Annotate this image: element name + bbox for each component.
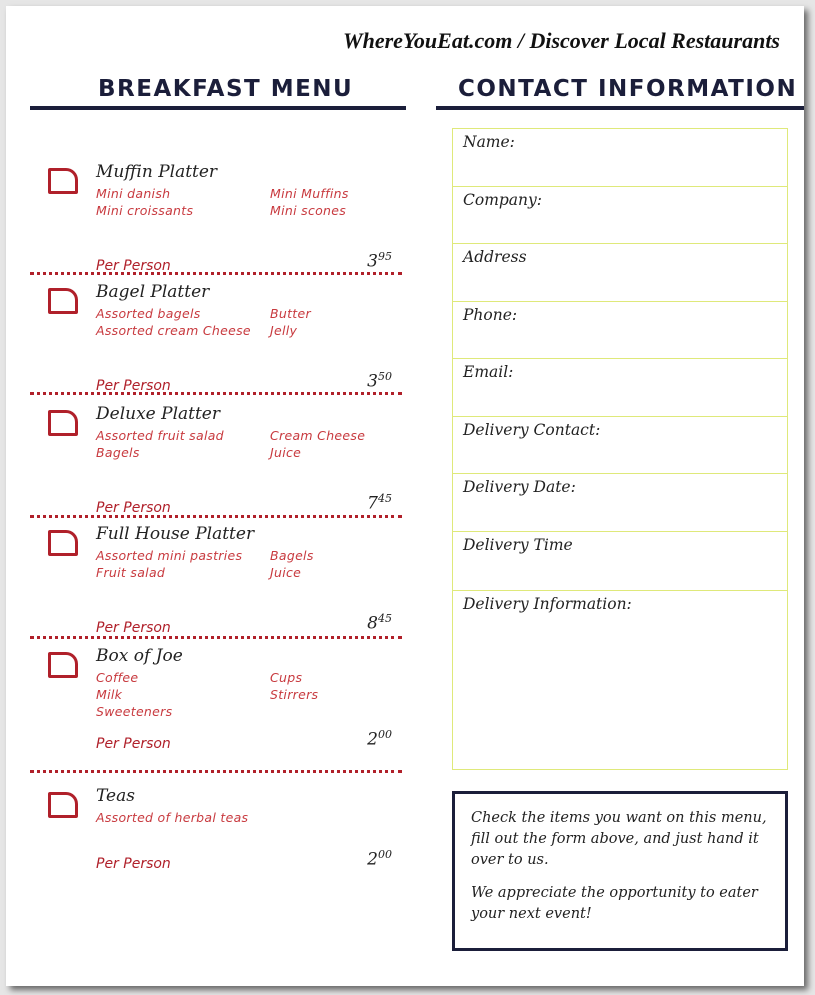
menu-sheet bbox=[6, 6, 804, 986]
form-field[interactable] bbox=[453, 187, 787, 244]
item-component: Juice bbox=[270, 565, 302, 580]
price-dollars: 7 bbox=[367, 493, 378, 514]
item-component: Butter bbox=[270, 306, 311, 321]
per-person-label: Per Person bbox=[96, 500, 171, 516]
price-dollars: 8 bbox=[367, 613, 378, 634]
dotted-separator bbox=[30, 272, 402, 275]
price-dollars: 3 bbox=[367, 251, 378, 272]
contact-heading: CONTACT INFORMATION bbox=[458, 76, 798, 102]
form-field[interactable] bbox=[453, 474, 787, 532]
item-checkbox[interactable] bbox=[48, 652, 78, 678]
item-component: Fruit salad bbox=[96, 565, 166, 580]
item-price bbox=[367, 728, 392, 750]
item-component: Assorted mini pastries bbox=[96, 548, 243, 563]
item-price bbox=[367, 612, 392, 634]
item-checkbox[interactable] bbox=[48, 530, 78, 556]
price-cents: 95 bbox=[378, 250, 392, 263]
item-price bbox=[367, 370, 392, 392]
dotted-separator bbox=[30, 636, 402, 639]
item-component: Mini croissants bbox=[96, 203, 194, 218]
item-component: Coffee bbox=[96, 670, 139, 685]
price-cents: 50 bbox=[378, 370, 392, 383]
item-name: Deluxe Platter bbox=[96, 404, 220, 424]
menu-heading-rule bbox=[30, 106, 406, 110]
item-component: Mini danish bbox=[96, 186, 171, 201]
per-person-label: Per Person bbox=[96, 736, 171, 752]
form-field-label: Name: bbox=[463, 133, 515, 151]
price-dollars: 2 bbox=[367, 729, 378, 750]
per-person-label: Per Person bbox=[96, 378, 171, 394]
per-person-label: Per Person bbox=[96, 620, 171, 636]
item-checkbox[interactable] bbox=[48, 288, 78, 314]
menu-item bbox=[32, 282, 402, 402]
item-component: Jelly bbox=[270, 323, 298, 338]
item-name: Teas bbox=[96, 786, 135, 806]
form-field[interactable] bbox=[453, 591, 787, 769]
price-cents: 00 bbox=[378, 728, 392, 741]
form-field-label: Delivery Information: bbox=[463, 595, 632, 613]
menu-item bbox=[32, 646, 402, 766]
item-component: Assorted cream Cheese bbox=[96, 323, 251, 338]
item-component: Milk bbox=[96, 687, 123, 702]
menu-item bbox=[32, 404, 402, 524]
price-cents: 45 bbox=[378, 492, 392, 505]
dotted-separator bbox=[30, 770, 402, 773]
form-field[interactable] bbox=[453, 359, 787, 417]
price-dollars: 3 bbox=[367, 371, 378, 392]
item-component: Mini Muffins bbox=[270, 186, 349, 201]
form-field[interactable] bbox=[453, 532, 787, 591]
item-component: Assorted fruit salad bbox=[96, 428, 224, 443]
price-cents: 00 bbox=[378, 848, 392, 861]
item-component: Bagels bbox=[270, 548, 314, 563]
item-component: Mini scones bbox=[270, 203, 347, 218]
item-component: Bagels bbox=[96, 445, 140, 460]
item-checkbox[interactable] bbox=[48, 410, 78, 436]
item-component: Assorted bagels bbox=[96, 306, 201, 321]
menu-item bbox=[32, 524, 402, 644]
item-component: Cups bbox=[270, 670, 303, 685]
item-name: Bagel Platter bbox=[96, 282, 210, 302]
item-price bbox=[367, 492, 392, 514]
form-field-label: Delivery Time bbox=[463, 536, 573, 554]
price-dollars: 2 bbox=[367, 849, 378, 870]
item-checkbox[interactable] bbox=[48, 168, 78, 194]
item-name: Muffin Platter bbox=[96, 162, 218, 182]
form-field[interactable] bbox=[453, 417, 787, 474]
menu-heading: BREAKFAST MENU bbox=[98, 76, 354, 102]
item-component: Stirrers bbox=[270, 687, 319, 702]
item-component: Cream Cheese bbox=[270, 428, 366, 443]
item-component: Juice bbox=[270, 445, 302, 460]
site-title: WhereYouEat.com / Discover Local Restaurants bbox=[343, 28, 780, 53]
item-price bbox=[367, 250, 392, 272]
form-field-label: Phone: bbox=[463, 306, 518, 324]
dotted-separator bbox=[30, 392, 402, 395]
item-component: Assorted of herbal teas bbox=[96, 810, 249, 825]
thanks-text: We appreciate the opportunity to eater your next event! bbox=[471, 885, 758, 922]
contact-form bbox=[452, 128, 788, 770]
item-checkbox[interactable] bbox=[48, 792, 78, 818]
form-field[interactable] bbox=[453, 302, 787, 359]
form-field-label: Company: bbox=[463, 191, 543, 209]
contact-heading-rule bbox=[436, 106, 804, 110]
item-price bbox=[367, 848, 392, 870]
form-field-label: Address bbox=[463, 248, 527, 266]
instructions-text: Check the items you want on this menu, fill out the form above, and just hand it over to us. bbox=[471, 810, 767, 868]
item-name: Full House Platter bbox=[96, 524, 255, 544]
form-field-label: Email: bbox=[463, 363, 514, 381]
menu-item bbox=[32, 786, 402, 906]
instructions-box bbox=[452, 791, 788, 951]
form-field[interactable] bbox=[453, 129, 787, 187]
per-person-label: Per Person bbox=[96, 258, 171, 274]
per-person-label: Per Person bbox=[96, 856, 171, 872]
form-field-label: Delivery Contact: bbox=[463, 421, 601, 439]
price-cents: 45 bbox=[378, 612, 392, 625]
dotted-separator bbox=[30, 515, 402, 518]
form-field-label: Delivery Date: bbox=[463, 478, 576, 496]
item-component: Sweeteners bbox=[96, 704, 173, 719]
item-name: Box of Joe bbox=[96, 646, 183, 666]
form-field[interactable] bbox=[453, 244, 787, 302]
menu-item bbox=[32, 162, 402, 282]
